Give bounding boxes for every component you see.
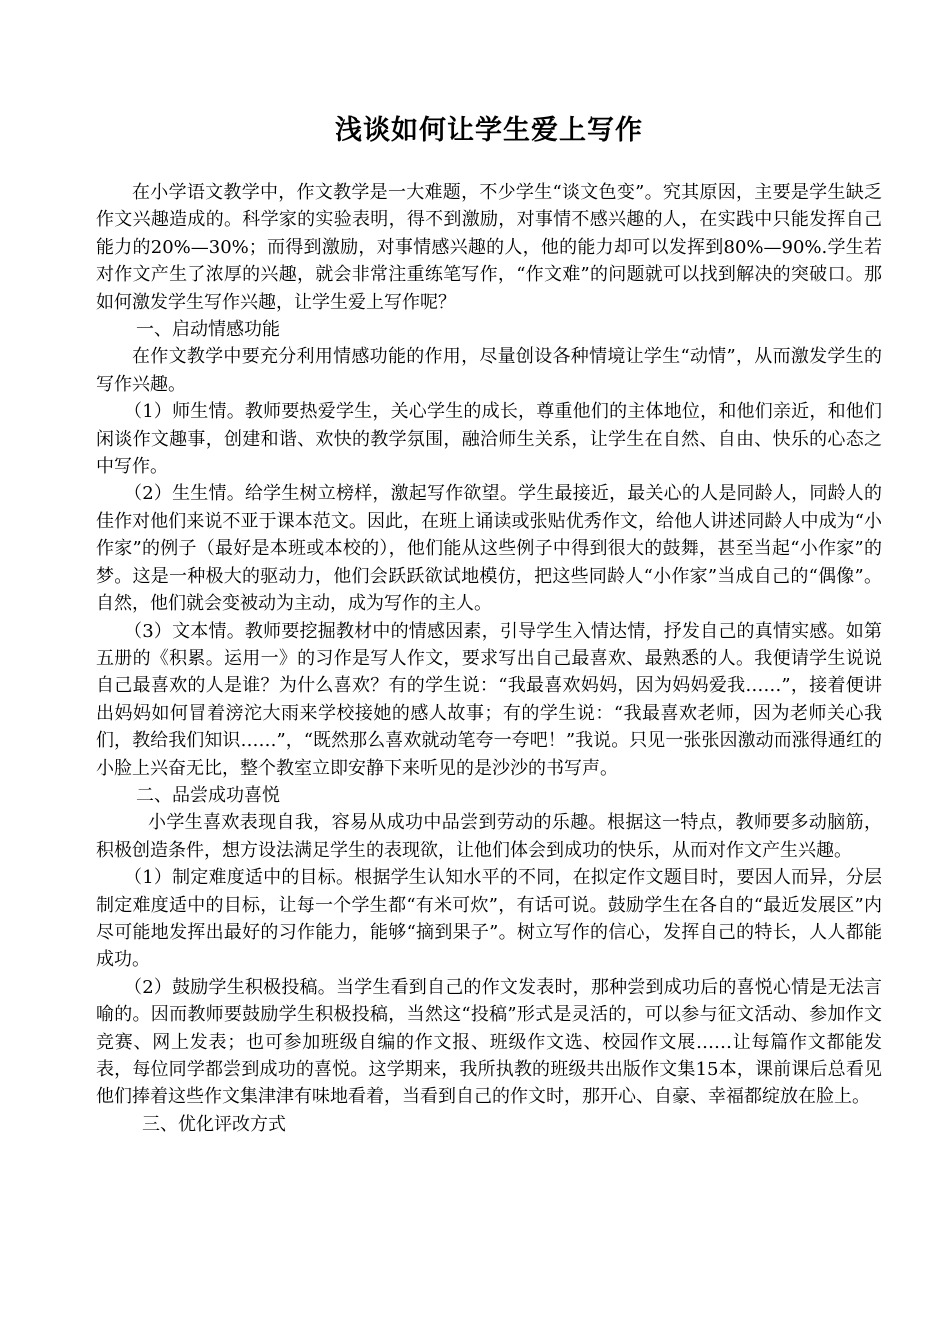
section-1-item-1: （1）师生情。教师要热爱学生，关心学生的成长，尊重他们的主体地位，和他们亲近，和他们闲谈作文趣事，创建和谐、欢快的教学氛围，融洽师生关系，让学生在自然、自由、快乐的心态之中写作。 xyxy=(96,401,882,478)
section-1-item-3: （3）文本情。教师要挖掘教材中的情感因素，引导学生入情达情，抒发自己的真情实感。如第五册的《积累。运用一》的习作是写人作文，要求写出自己最喜欢、最熟悉的人。我便请学生说说自己最喜欢的人是谁？为什么喜欢？有的学生说：“我最喜欢妈妈，因为妈妈爱我……”，接着便讲出妈妈如何冒着滂沱大雨来学校接她的感人故事；有的学生说：“我最喜欢老师，因为老师关心我们，教给我们知识……”，“既然那么喜欢就动笔夸一夸吧！”我说。只见一张张因激动而涨得通红的小脸上兴奋无比，整个教室立即安静下来听见的是沙沙的书写声。 xyxy=(96,620,882,779)
section-1-item-2: （2）生生情。给学生树立榜样，激起写作欲望。学生最接近，最关心的人是同龄人，同龄人的佳作对他们来说不亚于课本范文。因此，在班上诵读或张贴优秀作文，给他人讲述同龄人中成为“小作家”的例子（最好是本班或本校的），他们能从这些例子中得到很大的鼓舞，甚至当起“小作家”的梦。这是一种极大的驱动力，他们会跃跃欲试地模仿，把这些同龄人“小作家”当成自己的“偶像”。自然，他们就会变被动为主动，成为写作的主人。 xyxy=(96,483,882,615)
section-2-item-1: （1）制定难度适中的目标。根据学生认知水平的不同，在拟定作文题目时，要因人而异，分层制定难度适中的目标，让每一个学生都“有米可炊”，有话可说。鼓励学生在各自的“最近发展区”内尽可能地发挥出最好的习作能力，能够“摘到果子”。树立写作的信心，发挥自己的特长，人人都能成功。 xyxy=(96,867,882,971)
section-heading-2: 二、品尝成功喜悦 xyxy=(136,784,280,806)
section-1-intro-paragraph: 在作文教学中要充分利用情感功能的作用，尽量创设各种情境让学生“动情”，从而激发学生的写作兴趣。 xyxy=(96,346,882,395)
section-2-item-2: （2）鼓励学生积极投稿。当学生看到自己的作文发表时，那种尝到成功后的喜悦心情是无法言喻的。因而教师要鼓励学生积极投稿，当然这“投稿”形式是灵活的，可以参与征文活动、参加作文竞赛、网上发表；也可参加班级自编的作文报、班级作文选、校园作文展……让每篇作文都能发表，每位同学都尝到成功的喜悦。这学期来，我所执教的班级共出版作文集15本，课前课后总看见他们捧着这些作文集津津有味地看着，当看到自己的作文时，那开心、自豪、幸福都绽放在脸上。 xyxy=(96,976,882,1108)
section-heading-3: 三、优化评改方式 xyxy=(142,1113,286,1135)
intro-paragraph: 在小学语文教学中，作文教学是一大难题，不少学生“谈文色变”。究其原因，主要是学生缺乏作文兴趣造成的。科学家的实验表明，得不到激励，对事情不感兴趣的人，在实践中只能发挥自己能力的20%—30%；而得到激励，对事情感兴趣的人，他的能力却可以发挥到80%—90%.学生若对作文产生了浓厚的兴趣，就会非常注重练笔写作，“作文难”的问题就可以找到解决的突破口。那如何激发学生写作兴趣，让学生爱上写作呢？ xyxy=(96,182,882,313)
section-2-intro-paragraph: 小学生喜欢表现自我，容易从成功中品尝到劳动的乐趣。根据这一特点，教师要多动脑筋，积极创造条件，想方设法满足学生的表现欲，让他们体会到成功的快乐，从而对作文产生兴趣。 xyxy=(96,812,882,861)
document-body xyxy=(96,179,882,1138)
document-title: 浅谈如何让学生爱上写作 xyxy=(335,115,643,146)
section-heading-1: 一、启动情感功能 xyxy=(136,319,280,341)
